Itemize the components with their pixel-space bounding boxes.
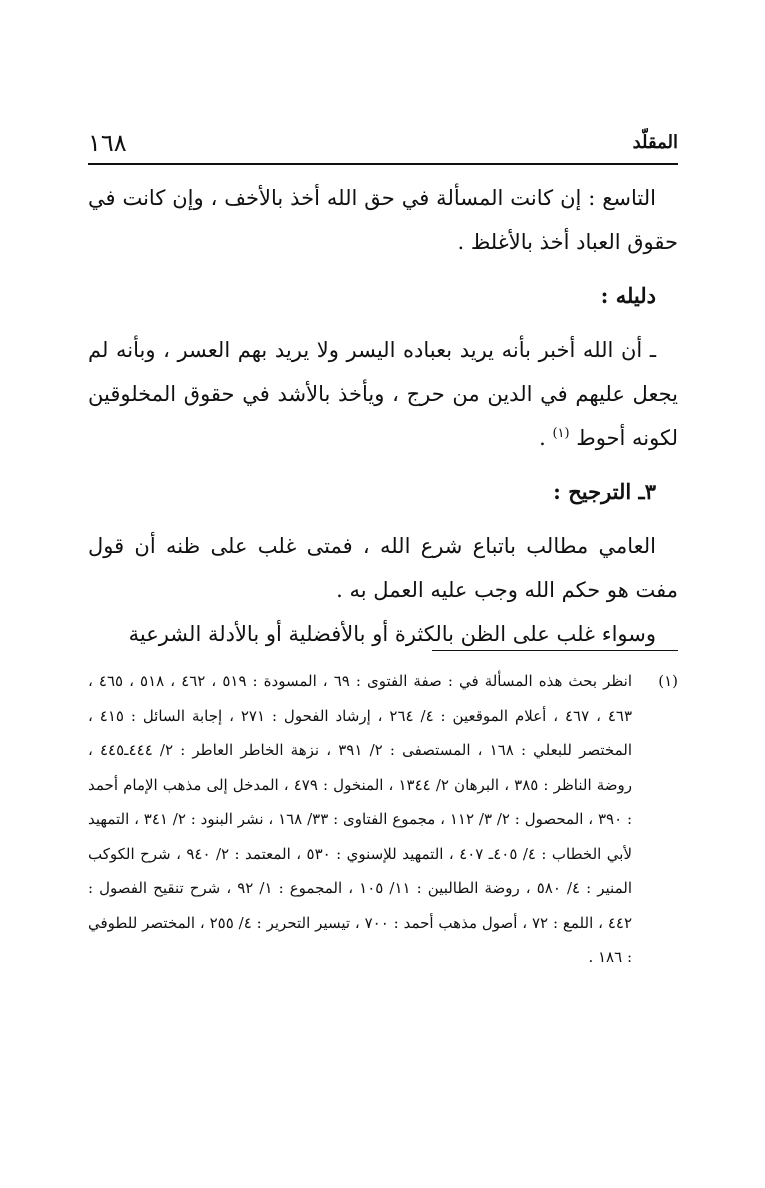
main-text xyxy=(88,176,678,656)
footnotes xyxy=(88,664,678,975)
footnote-1 xyxy=(88,664,678,975)
footnote-reference: (١) xyxy=(552,426,570,441)
footnote-number: (١) xyxy=(658,672,678,690)
header-title: المقلّد xyxy=(632,132,678,153)
paragraph-last: وسواء غلب على الظن بالكثرة أو بالأفضلية أو بالأدلة الشرعية xyxy=(128,622,656,646)
evidence-text: ـ أن الله أخبر بأنه يريد بعباده اليسر ولا يريد بهم العسر ، وبأنه لم يجعل عليهم في الدين من حرج ، ويأخذ بالأشد في حقوق المخلوقين لكونه أحوط xyxy=(88,338,678,450)
paragraph-evidence xyxy=(88,328,678,460)
paragraph-tarjih: العامي مطالب باتباع شرع الله ، فمتى غلب على ظنه أن قول مفت هو حكم الله وجب عليه العمل به . xyxy=(88,534,678,602)
paragraph-ninth-opinion: التاسع : إن كانت المسألة في حق الله أخذ بالأخف ، وإن كانت في حقوق العباد أخذ بالأغلظ . xyxy=(88,186,678,254)
evidence-heading: دليله : xyxy=(600,283,656,308)
page-number: ١٦٨ xyxy=(88,129,127,157)
footnote-separator xyxy=(432,650,678,651)
tarjih-heading: ٣ـ الترجيح : xyxy=(553,479,656,504)
footnote-text: انظر بحث هذه المسألة في : صفة الفتوى : ٦٩ ، المسودة : ٥١٩ ، ٤٦٢ ، ٥١٨ ، ٤٦٥ ، ٤٦٣ ، ٤٦٧ ، أعلام الموقعين : ٤/ ٢٦٤ ، إرشاد الفحول : ٢٧١ ، إجابة السائل : ٤١٥ ، المختصر للبعلي : ١٦٨ ، المستصفى : ٢/ ٣٩١ ، نزهة الخاطر العاطر : ٢/ ٤٤٤ـ٤٤٥ ، روضة الناظر : ٣٨٥ ، البرهان ٢/ ١٣٤٤ ، المنخول : ٤٧٩ ، المدخل إلى مذهب الإمام أحمد : ٣٩٠ ، المحصول : ٢/ ٣/ ١١٢ ، مجموع الفتاوى : ٣٣/ ١٦٨ ، نشر البنود : ٢/ ٣٤١ ، التمهيد لأبي الخطاب : ٤/ ٤٠٥ـ ٤٠٧ ، التمهيد للإسنوي : ٥٣٠ ، المعتمد : ٢/ ٩٤٠ ، شرح الكوكب المنير : ٤/ ٥٨٠ ، روضة الطالبين : ١١/ ١٠٥ ، المجموع : ١/ ٩٢ ، شرح تنقيح الفصول : ٤٤٢ ، اللمع : ٧٢ ، أصول مذهب أحمد : ٧٠٠ ، تيسير التحرير : ٤/ ٢٥٥ ، المختصر للطوفي : ١٨٦ . xyxy=(88,672,633,966)
running-head xyxy=(88,128,678,158)
header-rule xyxy=(88,163,678,165)
evidence-end: . xyxy=(539,426,553,450)
